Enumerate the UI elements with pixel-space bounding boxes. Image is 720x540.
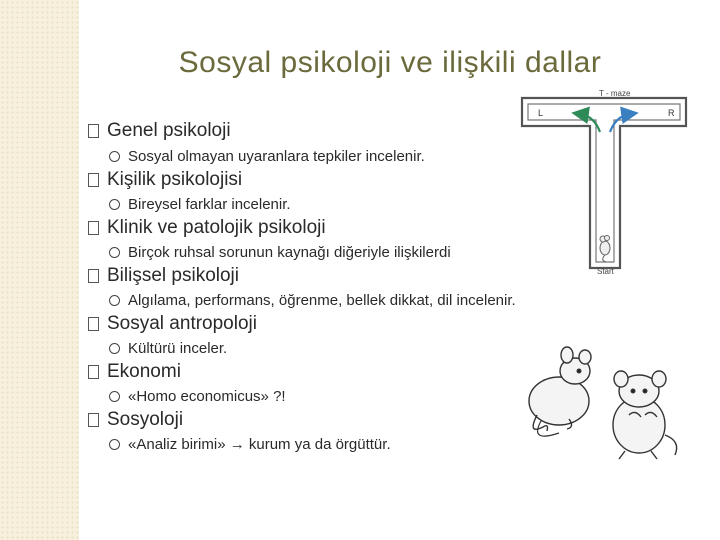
- square-bullet-icon: [88, 173, 99, 187]
- sub-bullet-item: [109, 148, 425, 165]
- bullet-item: [88, 169, 242, 191]
- bullet-label: Klinik ve patolojik psikoloji: [107, 217, 326, 238]
- square-bullet-icon: [88, 269, 99, 283]
- cartoon-mice-image: [519, 345, 687, 463]
- bullet-item: [88, 217, 326, 239]
- circle-bullet-icon: [109, 199, 120, 210]
- mouse-icon: [600, 236, 610, 263]
- sub-bullet-text: «Homo economicus» ?!: [128, 388, 286, 405]
- slide-title: Sosyal psikoloji ve ilişkili dallar: [178, 46, 602, 79]
- sub-bullet-text: «Analiz birimi» → kurum ya da örgüttür.: [128, 436, 391, 453]
- sub-bullet-item: [109, 292, 516, 309]
- circle-bullet-icon: [109, 151, 120, 162]
- bullet-label: Ekonomi: [107, 361, 181, 382]
- maze-right-label: R: [668, 108, 675, 118]
- bullet-label: Kişilik psikolojisi: [107, 169, 243, 190]
- square-bullet-icon: [88, 317, 99, 331]
- circle-bullet-icon: [109, 391, 120, 402]
- square-bullet-icon: [88, 365, 99, 379]
- circle-bullet-icon: [109, 295, 120, 306]
- sub-bullet-text: Algılama, performans, öğrenme, bellek dikkat, dil incelenir.: [128, 292, 516, 309]
- sub-bullet-item: [109, 244, 451, 261]
- sub-bullet-item: [109, 388, 286, 405]
- sub-bullet-item: [109, 340, 227, 357]
- square-bullet-icon: [88, 413, 99, 427]
- maze-left-label: L: [538, 108, 544, 118]
- standing-mouse-icon: [613, 371, 677, 459]
- bullet-label: Sosyal antropoloji: [107, 313, 257, 334]
- circle-bullet-icon: [109, 439, 120, 450]
- bullet-item: [88, 361, 181, 383]
- sub-bullet-item: [109, 436, 391, 453]
- bullet-item: [88, 409, 183, 431]
- sub-bullet-text: Sosyal olmayan uyaranlara tepkiler incelenir.: [128, 148, 425, 165]
- bullet-label: Genel psikoloji: [107, 120, 231, 141]
- sub-bullet-text: Kültürü inceler.: [128, 340, 228, 357]
- maze-start-label: Start: [597, 267, 614, 276]
- bullet-label: Bilişsel psikoloji: [107, 265, 239, 286]
- bullet-item: [88, 313, 257, 335]
- sub-bullet-text: Bireysel farklar incelenir.: [128, 196, 291, 213]
- bullet-label: Sosyoloji: [107, 409, 184, 430]
- bullet-item: [88, 265, 239, 287]
- sub-bullet-text: Birçok ruhsal sorunun kaynağı diğeriyle ilişkilerdi: [128, 244, 451, 261]
- bullet-item: [88, 120, 231, 142]
- square-bullet-icon: [88, 221, 99, 235]
- circle-bullet-icon: [109, 343, 120, 354]
- sub-bullet-item: [109, 196, 291, 213]
- square-bullet-icon: [88, 124, 99, 138]
- sitting-mouse-icon: [529, 347, 591, 436]
- circle-bullet-icon: [109, 247, 120, 258]
- t-maze-image: [516, 88, 692, 276]
- maze-title: T - maze: [599, 89, 631, 98]
